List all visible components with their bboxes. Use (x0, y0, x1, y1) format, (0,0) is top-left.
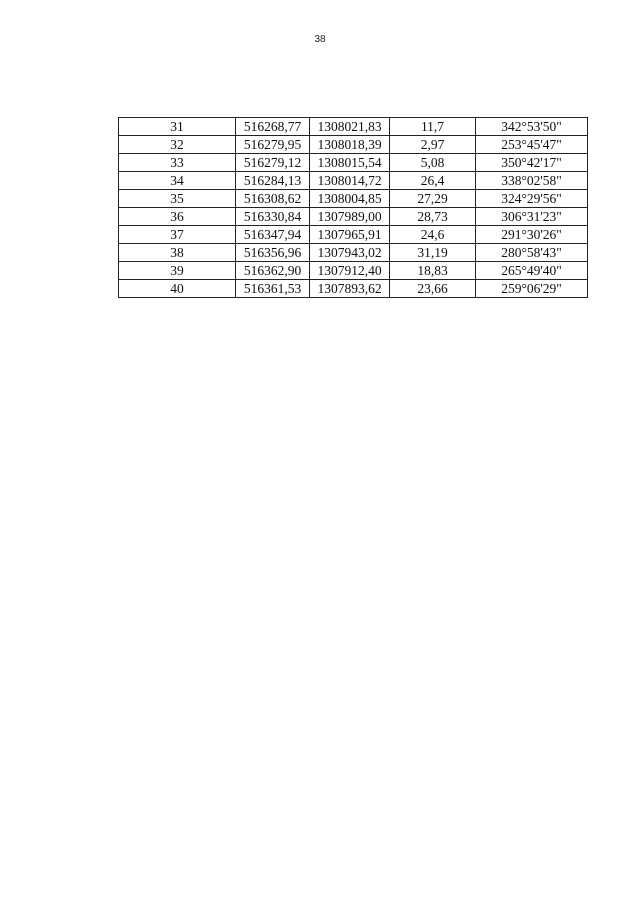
distance-cell: 27,29 (390, 190, 476, 208)
table-row (119, 226, 588, 244)
table-row (119, 190, 588, 208)
point-number-cell: 39 (119, 262, 236, 280)
coordinates-table (118, 117, 588, 298)
y-coordinate-cell: 1307893,62 (310, 280, 390, 298)
distance-cell: 18,83 (390, 262, 476, 280)
bearing-cell: 324°29'56" (476, 190, 588, 208)
bearing-cell: 338°02'58" (476, 172, 588, 190)
point-number-cell: 32 (119, 136, 236, 154)
distance-cell: 2,97 (390, 136, 476, 154)
point-number-cell: 35 (119, 190, 236, 208)
table-row (119, 172, 588, 190)
point-number-cell: 36 (119, 208, 236, 226)
bearing-cell: 253°45'47" (476, 136, 588, 154)
y-coordinate-cell: 1308021,83 (310, 118, 390, 136)
table-row (119, 244, 588, 262)
y-coordinate-cell: 1307943,02 (310, 244, 390, 262)
bearing-cell: 259°06'29" (476, 280, 588, 298)
point-number-cell: 38 (119, 244, 236, 262)
bearing-cell: 350°42'17" (476, 154, 588, 172)
table-row (119, 154, 588, 172)
y-coordinate-cell: 1308014,72 (310, 172, 390, 190)
table-row (119, 118, 588, 136)
bearing-cell: 342°53'50" (476, 118, 588, 136)
distance-cell: 31,19 (390, 244, 476, 262)
y-coordinate-cell: 1307989,00 (310, 208, 390, 226)
x-coordinate-cell: 516362,90 (236, 262, 310, 280)
x-coordinate-cell: 516356,96 (236, 244, 310, 262)
point-number-cell: 40 (119, 280, 236, 298)
y-coordinate-cell: 1308015,54 (310, 154, 390, 172)
x-coordinate-cell: 516330,84 (236, 208, 310, 226)
distance-cell: 5,08 (390, 154, 476, 172)
distance-cell: 23,66 (390, 280, 476, 298)
page-number: 38 (314, 34, 326, 45)
distance-cell: 28,73 (390, 208, 476, 226)
point-number-cell: 33 (119, 154, 236, 172)
y-coordinate-cell: 1308004,85 (310, 190, 390, 208)
y-coordinate-cell: 1308018,39 (310, 136, 390, 154)
bearing-cell: 291°30'26" (476, 226, 588, 244)
point-number-cell: 31 (119, 118, 236, 136)
table-row (119, 262, 588, 280)
x-coordinate-cell: 516279,95 (236, 136, 310, 154)
x-coordinate-cell: 516347,94 (236, 226, 310, 244)
table-row (119, 208, 588, 226)
point-number-cell: 34 (119, 172, 236, 190)
x-coordinate-cell: 516268,77 (236, 118, 310, 136)
table-row (119, 136, 588, 154)
x-coordinate-cell: 516279,12 (236, 154, 310, 172)
table-row (119, 280, 588, 298)
distance-cell: 24,6 (390, 226, 476, 244)
bearing-cell: 280°58'43" (476, 244, 588, 262)
x-coordinate-cell: 516361,53 (236, 280, 310, 298)
bearing-cell: 306°31'23" (476, 208, 588, 226)
y-coordinate-cell: 1307912,40 (310, 262, 390, 280)
point-number-cell: 37 (119, 226, 236, 244)
y-coordinate-cell: 1307965,91 (310, 226, 390, 244)
bearing-cell: 265°49'40" (476, 262, 588, 280)
x-coordinate-cell: 516284,13 (236, 172, 310, 190)
distance-cell: 11,7 (390, 118, 476, 136)
distance-cell: 26,4 (390, 172, 476, 190)
x-coordinate-cell: 516308,62 (236, 190, 310, 208)
